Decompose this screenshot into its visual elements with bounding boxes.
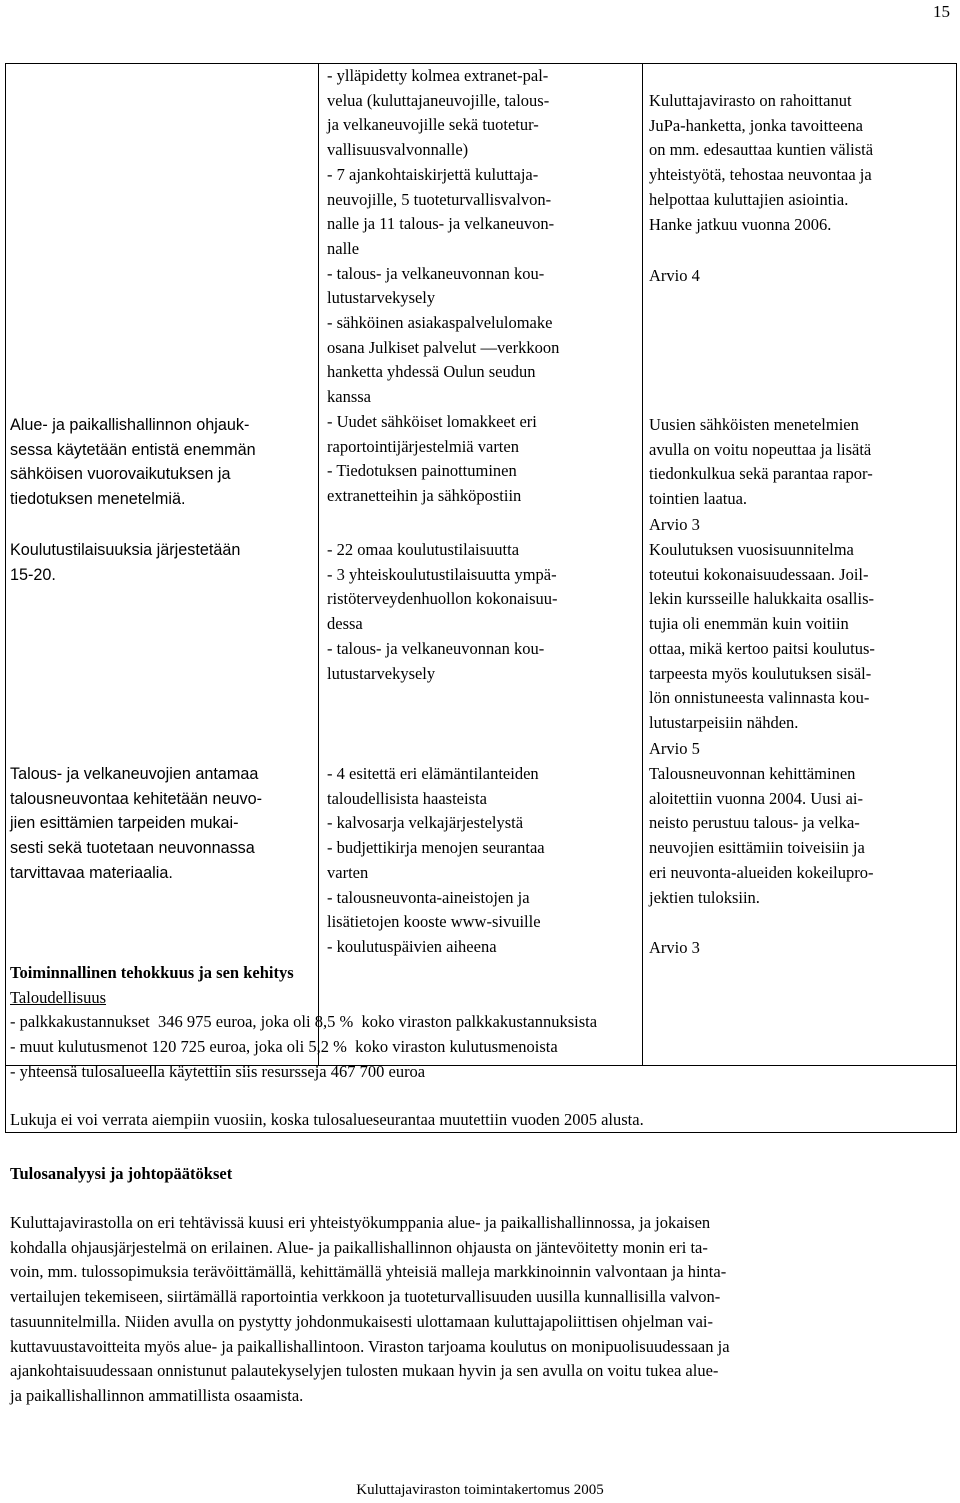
text-line: Arvio 4 [649, 266, 700, 285]
text-line: jektien tuloksiin. [649, 887, 760, 907]
cost-line: - palkkakustannukset 346 975 euroa, joka oli 8,5 % koko viraston palkkakustannuksista [10, 1012, 598, 1032]
column-divider [318, 64, 319, 1065]
text-line: avulla on voitu nopeuttaa ja lisätä [649, 439, 872, 459]
section-heading: Tulosanalyysi ja johtopäätökset [10, 1164, 233, 1183]
text-line: - Uudet sähköiset lomakkeet eri [327, 411, 537, 431]
actions-ehr-block [327, 64, 643, 509]
text-line: - sähköinen asiakaspalvelulomake [327, 313, 553, 333]
text-line: tiedonkulkua sekä parantaa rapor- [649, 464, 873, 484]
text-line: varten [327, 862, 369, 882]
assessment-ehr-block [649, 413, 954, 512]
rating-label [649, 737, 954, 762]
text-line: eri neuvonta-alueiden kokeilupro- [649, 862, 874, 882]
text-line: tujia oli enemmän kuin voitiin [649, 614, 849, 634]
assessment-training-block [649, 538, 954, 736]
text-line: toteutui kokonaisuudessaan. Joil- [649, 564, 869, 584]
text-line: osana Julkiset palvelut —verkkoon [327, 337, 560, 357]
text-line: - talous- ja velkaneuvonnan kou- [327, 263, 545, 283]
text-line: lutustarvekysely [327, 663, 436, 683]
text-line: 15-20. [10, 565, 56, 584]
text-line: yhteistyötä, tehostaa neuvontaa ja [649, 165, 872, 185]
text-line: nalle ja 11 talous- ja velkaneuvon- [327, 214, 555, 234]
text-line: nalle [327, 238, 360, 258]
rating-label [649, 513, 954, 538]
text-line: - budjettikirja menojen seurantaa [327, 838, 545, 858]
text-line: Uusien sähköisten menetelmien [649, 415, 859, 434]
text-line: Arvio 3 [649, 515, 700, 534]
text-line: tiedotuksen menetelmiä. [10, 490, 186, 509]
text-line: Lukuja ei voi verrata aiempiin vuosiin, koska tulosalueseurantaa muutettiin vuoden 2005 alusta. [10, 1110, 644, 1129]
text-line: kohdalla ohjausjärjestelmä on erilainen. Alue- ja paikallishallinnon ohjausta on jäntevöitetty monin eri ta- [10, 1237, 708, 1257]
text-line: tarvittavaa materiaalia. [10, 863, 173, 882]
text-line: - talous- ja velkaneuvonnan kou- [327, 638, 545, 658]
rating-label [649, 936, 954, 961]
text-line: Kuluttajavirasto on rahoittanut [649, 91, 852, 110]
text-line: vertailujen tekemiseen, siirtämällä raportointia verkkoon ja tuoteturvallisuuden uusilla kunnallisilla valvon- [10, 1287, 721, 1307]
text-line: - koulutuspäivien aiheena [327, 936, 497, 956]
text-line: ottaa, mikä kertoo paitsi koulutus- [649, 638, 875, 658]
page-footer: Kuluttajaviraston toimintakertomus 2005 [356, 1482, 604, 1498]
text-line: - 22 omaa koulutustilaisuutta [327, 540, 520, 559]
cost-line: - muut kulutusmenot 120 725 euroa, joka oli 5,2 % koko viraston kulutusmenoista [10, 1037, 558, 1057]
text-line: voin, mm. tulossopimuksia terävöittämällä, kehittämällä yhteisiä malleja markkinoinnin valvontaan ja hinta- [10, 1262, 727, 1282]
text-line: lisätietojen kooste www-sivuille [327, 912, 541, 932]
results-table [5, 63, 957, 1133]
text-line: sähköisen vuorovaikutuksen ja [10, 465, 231, 484]
text-line: neuvojien esittämiin toiveisiin ja [649, 838, 865, 858]
text-line: Arvio 3 [649, 938, 700, 957]
text-line: velua (kuluttajaneuvojille, talous- [327, 90, 550, 110]
rating-label [649, 264, 954, 289]
text-line: lutustarvekysely [327, 288, 436, 308]
cost-line: - yhteensä tulosalueella käytettiin siis resursseja 467 700 euroa [10, 1061, 426, 1081]
text-line: neuvojille, 5 tuoteturvallisvalvon- [327, 189, 552, 209]
text-line: Alue- ja paikallishallinnon ohjauk- [10, 416, 250, 434]
text-line: ajankohtaisuudessaan onnistunut palautekyselyjen tulosten mukaan hyvin ja sen avulla on voitu tukea alue- [10, 1361, 719, 1381]
text-line: neisto perustuu talous- ja velka- [649, 813, 860, 833]
analysis-paragraph [10, 1211, 950, 1409]
text-line: - Tiedotuksen painottuminen [327, 461, 517, 481]
text-line: - kalvosarja velkajärjestelystä [327, 813, 524, 833]
text-line: aloitettiin vuonna 2004. Uusi ai- [649, 788, 864, 808]
text-line: kuttavuustavoitteita myös alue- ja paikallishallintoon. Viraston tarjoama koulutus on monipuolisuudessaan ja [10, 1336, 730, 1356]
ops-heading: Toiminnallinen tehokkuus ja sen kehitys [10, 963, 294, 982]
text-line: hanketta yhdessä Oulun seudun [327, 362, 536, 382]
comparison-note [10, 1108, 950, 1133]
text-line: extranetteihin ja sähköpostiin [327, 485, 522, 505]
goal-training-block [10, 538, 315, 587]
text-line: JuPa-hanketta, jonka tavoitteena [649, 115, 863, 135]
text-line: vallisuusvalvonnalle) [327, 140, 469, 160]
text-line: dessa [327, 614, 363, 634]
assessment-jupa-block [649, 89, 954, 237]
text-line: ja velkaneuvojille sekä tuotetur- [327, 115, 539, 135]
text-line: - 7 ajankohtaiskirjettä kuluttaja- [327, 164, 539, 184]
text-line: lön onnistuneesta valinnasta kou- [649, 688, 870, 708]
goal-ehr-block [10, 413, 315, 512]
assessment-advice-block [649, 762, 954, 910]
text-line: ristöterveydenhuollon kokonaisuu- [327, 589, 558, 609]
text-line: sesti sekä tuotetaan neuvonnassa [10, 839, 255, 858]
text-line: - 3 yhteiskoulutustilaisuutta ympä- [327, 564, 557, 584]
text-line: ja paikallishallinnon ammatillista osaamista. [10, 1385, 304, 1405]
text-line: helpottaa kuluttajien asiointia. [649, 189, 849, 209]
text-line: Hanke jatkuu vuonna 2006. [649, 214, 832, 234]
text-line: tasuunnitelmilla. Niiden avulla on pystytty johdonmukaisesti ulottamaan kuluttajapoliittisen ohjelman vai- [10, 1311, 713, 1331]
text-line: lutustarpeisiin nähden. [649, 712, 799, 732]
text-line: Koulutustilaisuuksia järjestetään [10, 541, 241, 559]
actions-training-block [327, 538, 643, 686]
text-line: on mm. edesauttaa kuntien välistä [649, 140, 874, 160]
text-line: taloudellisista haasteista [327, 788, 487, 808]
text-line: talousneuvontaa kehitetään neuvo- [10, 789, 262, 808]
text-line: kanssa [327, 387, 371, 407]
actions-advice-block [327, 762, 643, 960]
text-line: - 4 esitettä eri elämäntilanteiden [327, 764, 539, 783]
ops-efficiency-block [10, 961, 950, 1085]
text-line: Talous- ja velkaneuvojien antamaa [10, 765, 259, 783]
page-number: 15 [933, 2, 950, 21]
goal-advice-block [10, 762, 315, 886]
text-line: Arvio 5 [649, 739, 700, 758]
text-line: tarpeesta myös koulutuksen sisäl- [649, 663, 872, 683]
text-line: - talousneuvonta-aineistojen ja [327, 887, 530, 907]
text-line: sessa käytetään entistä enemmän [10, 440, 256, 459]
text-line: jien esittämien tarpeiden mukai- [10, 814, 239, 833]
text-line: raportointijärjestelmiä varten [327, 436, 519, 456]
text-line: Koulutuksen vuosisuunnitelma [649, 540, 854, 559]
text-line: Kuluttajavirastolla on eri tehtävissä kuusi eri yhteistyökumppania alue- ja paikallishallinnossa, ja jokaisen [10, 1213, 711, 1232]
ops-subheading: Taloudellisuus [10, 987, 107, 1007]
text-line: lekin kursseille halukkaita osallis- [649, 589, 874, 609]
text-line: tointien laatua. [649, 489, 748, 509]
text-line: - ylläpidetty kolmea extranet-pal- [327, 66, 549, 85]
text-line: Talousneuvonnan kehittäminen [649, 764, 856, 783]
